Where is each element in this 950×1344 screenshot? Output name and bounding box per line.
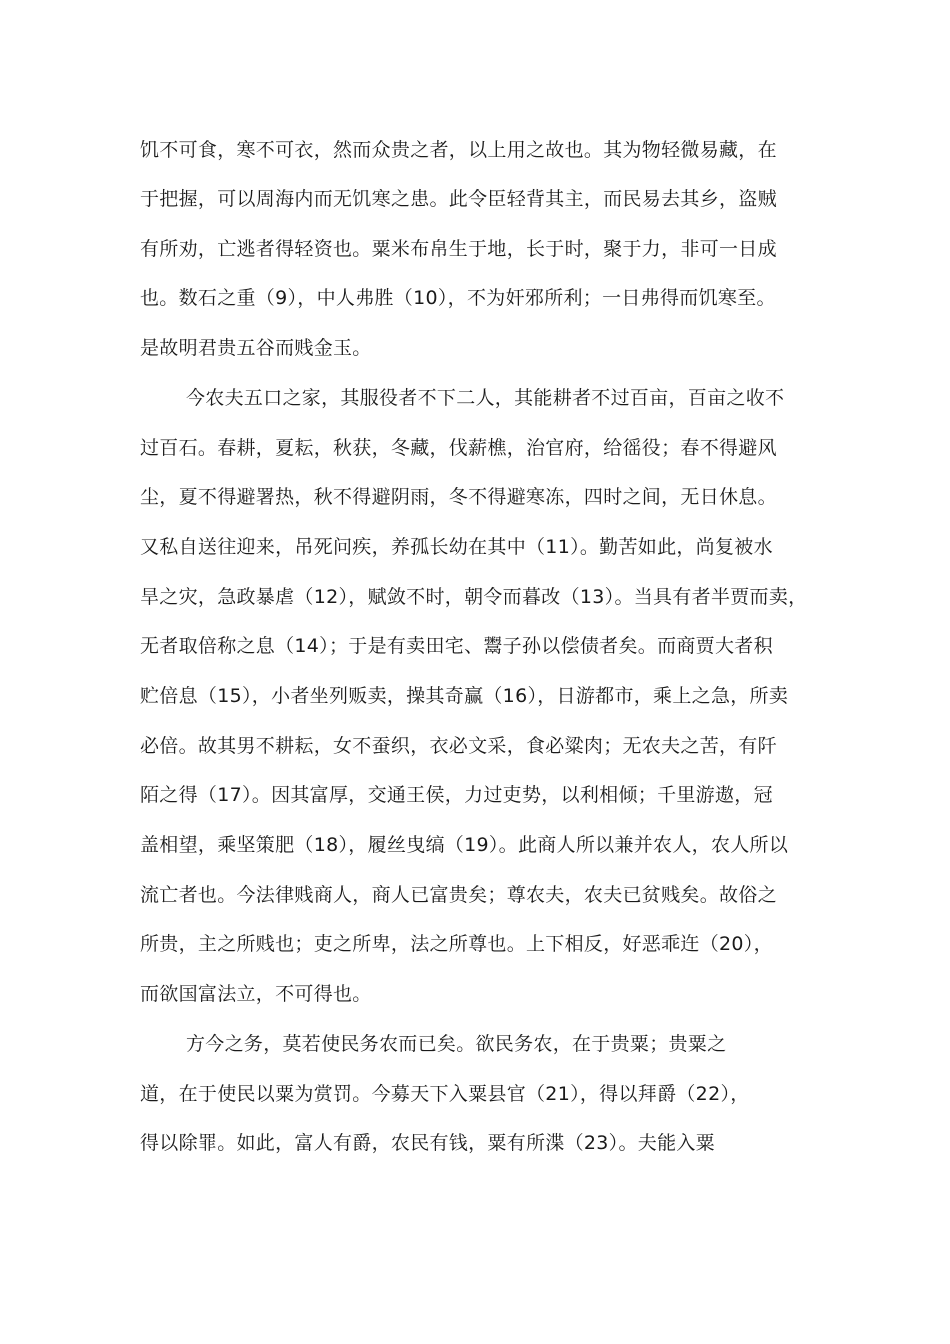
text-line: 饥不可食，寒不可衣，然而众贵之者，以上用之故也。其为物轻微易藏，在 — [140, 139, 777, 161]
text-line: 所贵，主之所贱也；吏之所卑，法之所尊也。上下相反，好恶乖迕（20）， — [140, 933, 773, 955]
text-line: 陌之得（17）。因其富厚，交通王侯，力过吏势，以利相倾；千里游遨，冠 — [140, 784, 773, 806]
text-line: 尘，夏不得避署热，秋不得避阴雨，冬不得避寒冻，四时之间，无日休息。 — [140, 486, 777, 508]
text-line: 于把握，可以周海内而无饥寒之患。此令臣轻背其主，而民易去其乡，盗贼 — [140, 188, 777, 210]
text-line: 又私自送往迎来，吊死问疾，养孤长幼在其中（11）。勤苦如此，尚复被水 — [140, 536, 773, 558]
text-line: 旱之灾，急政暴虐（12），赋敛不时，朝令而暮改（13）。当具有者半贾而卖， — [140, 586, 808, 608]
text-line: 盖相望，乘坚策肥（18），履丝曳缟（19）。此商人所以兼并农人，农人所以 — [140, 834, 789, 856]
text-line: 必倍。故其男不耕耘，女不蚕织，衣必文采，食必粱肉；无农夫之苦，有阡 — [140, 735, 777, 757]
paragraph-first-line: 方今之务，莫若使民务农而已矣。欲民务农，在于贵粟；贵粟之 — [186, 1033, 727, 1055]
text-line: 流亡者也。今法律贱商人，商人已富贵矣；尊农夫，农夫已贫贱矣。故俗之 — [140, 884, 777, 906]
paragraph-first-line: 今农夫五口之家，其服役者不下二人，其能耕者不过百亩，百亩之收不 — [186, 387, 785, 409]
text-line: 是故明君贵五谷而贱金玉。 — [140, 337, 372, 359]
text-line: 贮倍息（15），小者坐列贩卖，操其奇赢（16），日游都市，乘上之急，所卖 — [140, 685, 789, 707]
text-line: 无者取倍称之息（14）；于是有卖田宅、鬻子孙以偿债者矣。而商贾大者积 — [140, 635, 773, 657]
text-line: 也。数石之重（9），中人弗胜（10），不为奸邪所利；一日弗得而饥寒至。 — [140, 287, 776, 309]
text-line: 得以除罪。如此，富人有爵，农民有钱，粟有所渫（23）。夫能入粟 — [140, 1132, 715, 1154]
text-line: 道，在于使民以粟为赏罚。今募天下入粟县官（21），得以拜爵（22）， — [140, 1083, 750, 1105]
text-line: 有所劝，亡逃者得轻资也。粟米布帛生于地，长于时，聚于力，非可一日成 — [140, 238, 777, 260]
text-line: 而欲国富法立，不可得也。 — [140, 983, 372, 1005]
text-line: 过百石。春耕，夏耘，秋获，冬藏，伐薪樵，治官府，给徭役；春不得避风 — [140, 437, 777, 459]
